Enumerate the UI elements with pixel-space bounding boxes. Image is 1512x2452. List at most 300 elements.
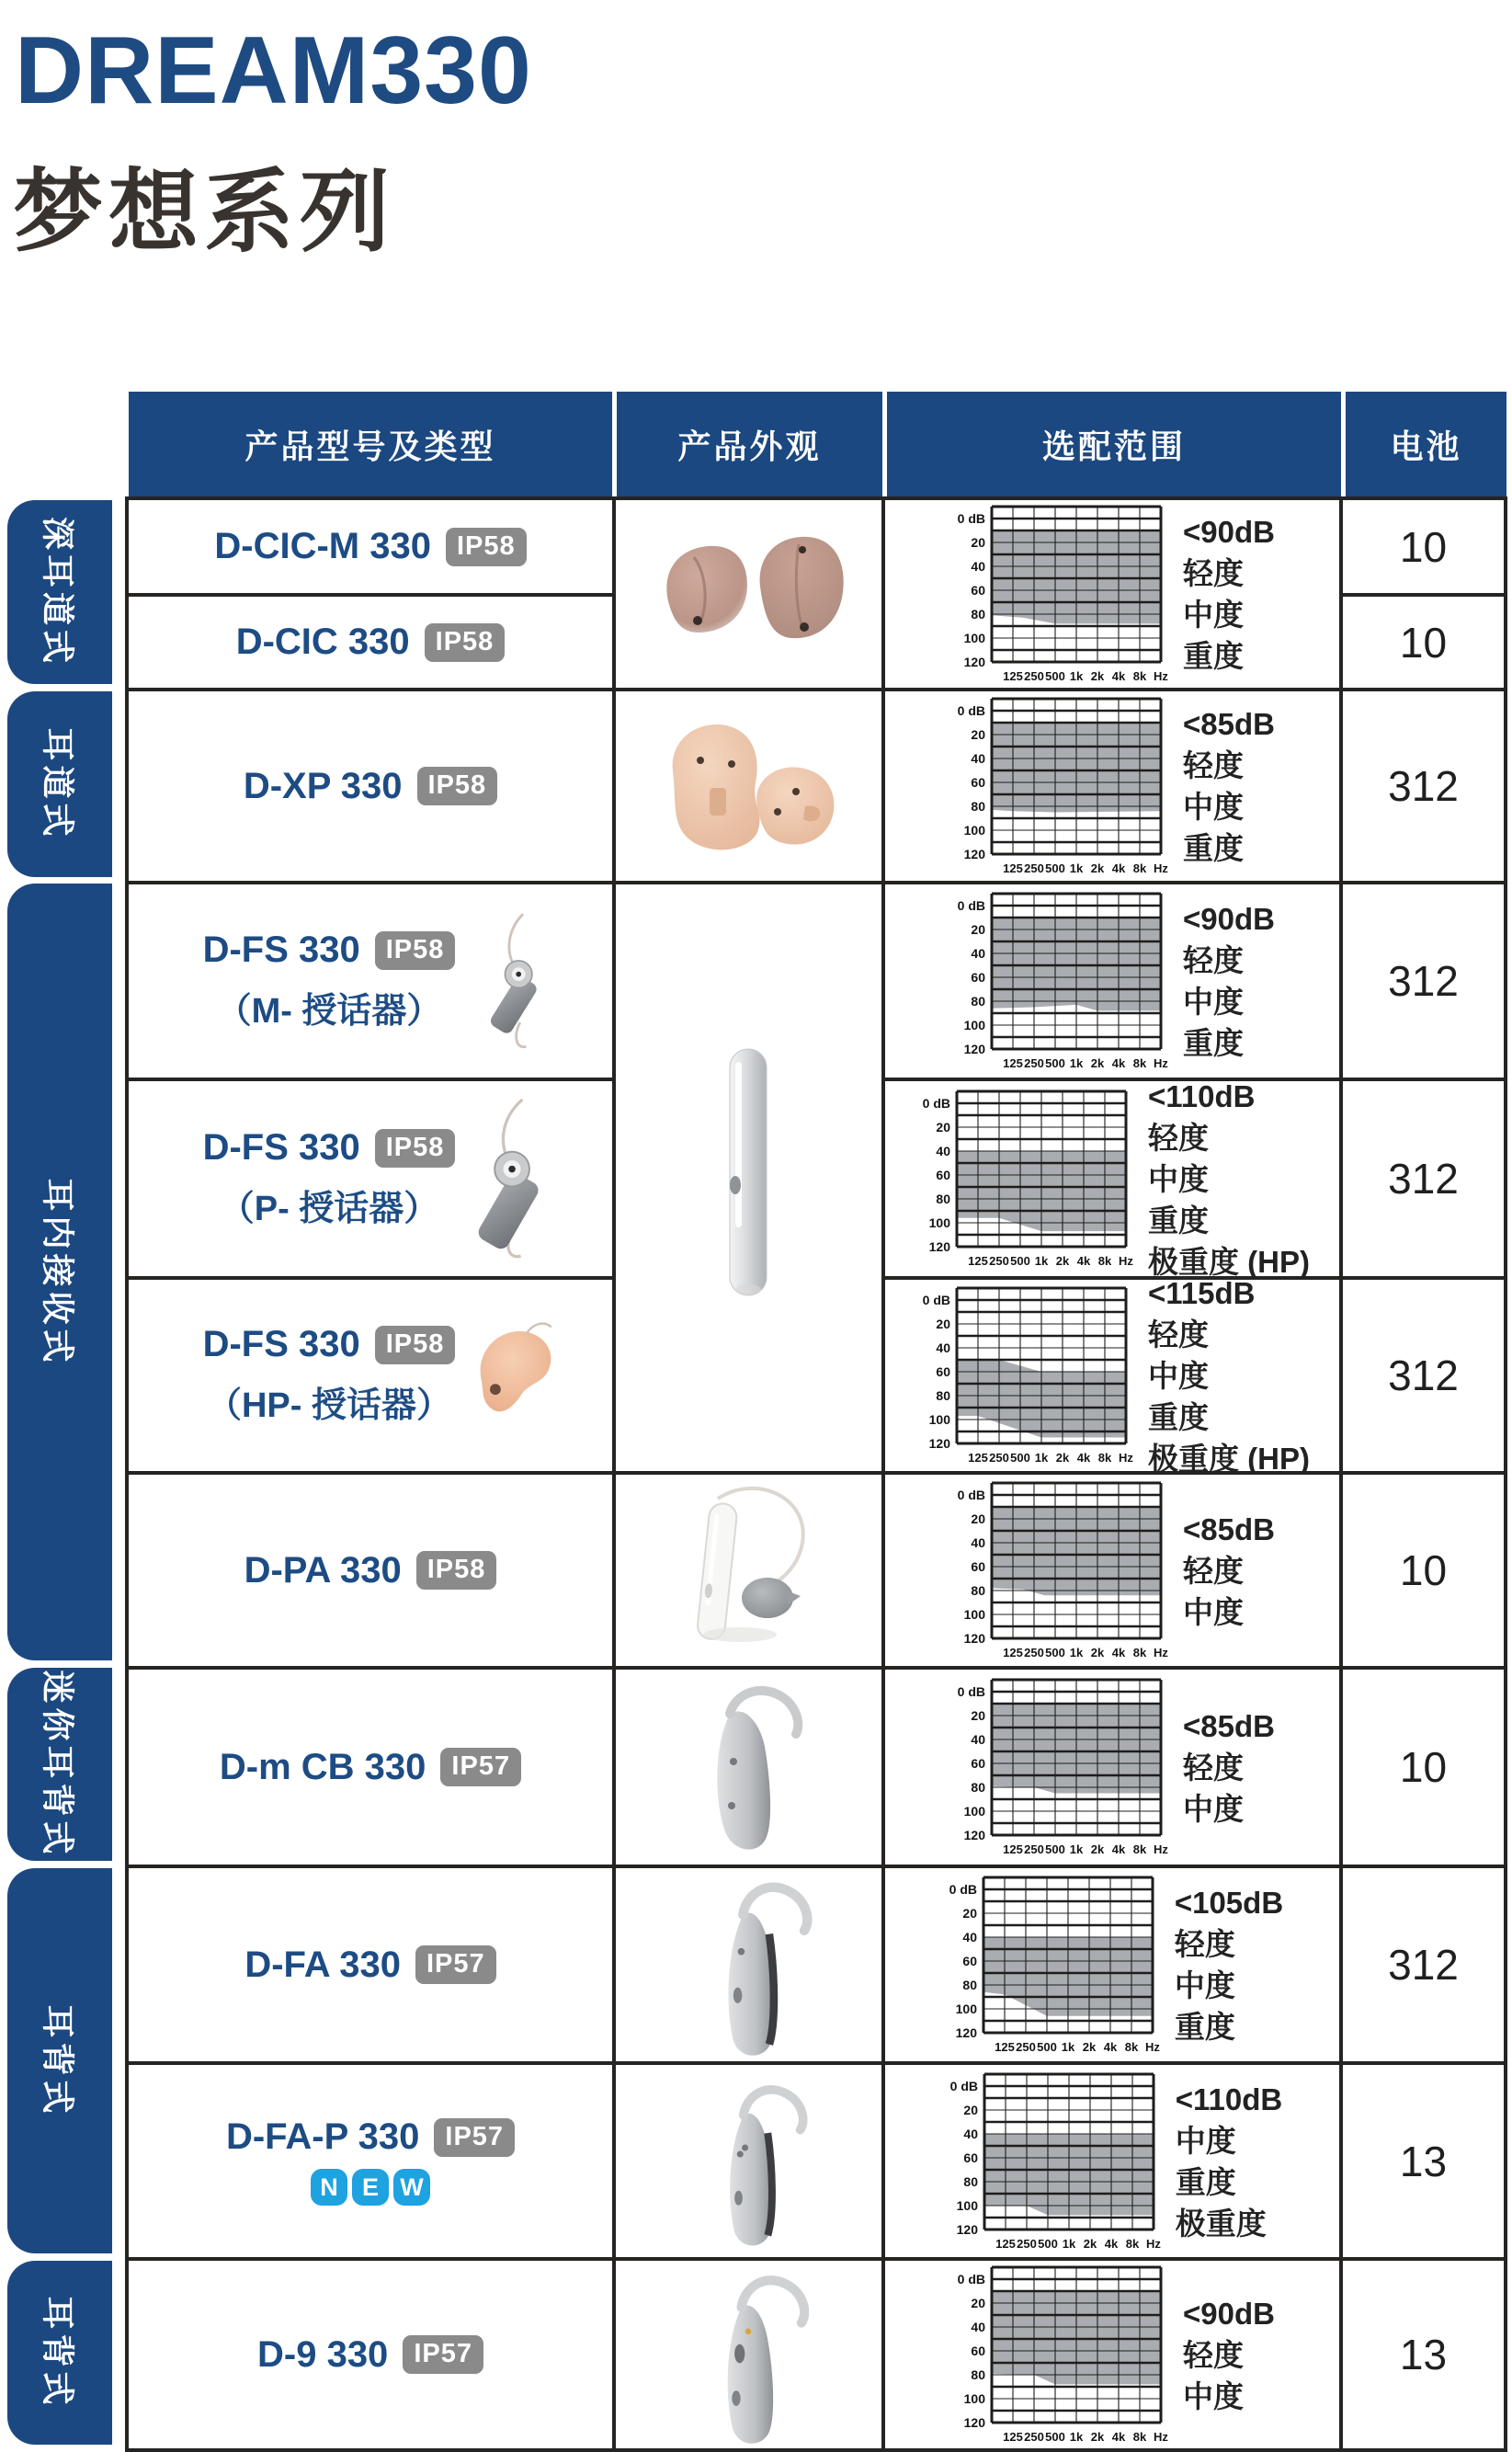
severity-label: 轻度	[1174, 1927, 1235, 1961]
svg-text:120: 120	[963, 655, 986, 669]
fitting-range-cell	[885, 500, 1339, 688]
svg-text:4k: 4k	[1111, 2430, 1126, 2444]
model-name: D-FA 330	[244, 1944, 401, 1985]
fitting-range-cell	[885, 1868, 1339, 2061]
audiogram-chart	[949, 888, 1168, 1074]
model-name: D-FA-P 330	[225, 2116, 420, 2157]
severity-label: 轻度	[1183, 556, 1245, 590]
ric-device-image	[708, 1040, 790, 1316]
svg-text:20: 20	[963, 2102, 978, 2117]
product-image-ric-device	[616, 884, 881, 1471]
svg-text:0 dB: 0 dB	[957, 1488, 986, 1502]
battery-size: 10	[1399, 1546, 1448, 1594]
battery-size: 10	[1399, 1743, 1448, 1791]
svg-text:Hz: Hz	[1145, 2236, 1161, 2251]
svg-text:40: 40	[971, 1732, 986, 1747]
svg-text:125: 125	[968, 1451, 988, 1465]
svg-text:500: 500	[1045, 2430, 1065, 2444]
table-row-model-d-xp	[129, 691, 612, 881]
svg-text:100: 100	[963, 1607, 986, 1622]
ip-rating-badge: IP58	[425, 623, 506, 662]
svg-text:80: 80	[971, 1583, 986, 1598]
svg-text:500: 500	[1045, 1646, 1065, 1659]
severity-label: 极重度 (HP)	[1148, 1441, 1310, 1476]
audiogram-chart	[949, 693, 1168, 879]
table-row-model-d-pa	[129, 1475, 612, 1666]
range-db-label: <90dB	[1183, 902, 1275, 936]
receiver-p-image	[465, 1094, 561, 1263]
svg-text:Hz: Hz	[1154, 1842, 1168, 1856]
ip-rating-badge: IP58	[375, 1326, 456, 1364]
severity-label: 重度	[1148, 1203, 1209, 1237]
ip-rating-badge: IP58	[375, 1129, 456, 1168]
header-model-type: 产品型号及类型	[129, 392, 612, 496]
svg-text:2k: 2k	[1082, 2040, 1097, 2054]
svg-text:1k: 1k	[1069, 861, 1084, 875]
svg-text:60: 60	[962, 1954, 977, 1968]
category-label: 深耳道式	[39, 516, 77, 668]
severity-label: 轻度	[1183, 748, 1245, 782]
svg-text:0 dB: 0 dB	[922, 1096, 950, 1111]
svg-text:125: 125	[994, 2040, 1015, 2054]
svg-text:4k: 4k	[1111, 669, 1126, 683]
svg-text:60: 60	[971, 1756, 986, 1771]
svg-text:20: 20	[971, 535, 986, 550]
product-image-d-9	[616, 2261, 881, 2448]
receiver-variant-label: （HP- 授话器）	[206, 1386, 451, 1425]
audiogram-chart	[949, 2262, 1168, 2447]
ip-rating-badge: IP58	[375, 931, 456, 970]
category-tab-ric	[7, 884, 112, 1660]
page-title: DREAM330	[15, 17, 532, 124]
ip-rating-badge: IP57	[403, 2335, 483, 2374]
svg-text:60: 60	[971, 583, 986, 598]
fitting-range-text	[1183, 898, 1275, 1064]
earmold-hp-image	[460, 1306, 561, 1444]
battery-size: 312	[1388, 1155, 1459, 1203]
range-db-label: <85dB	[1183, 1511, 1275, 1546]
svg-text:80: 80	[971, 607, 986, 622]
svg-text:250: 250	[1015, 2040, 1036, 2054]
svg-text:4k: 4k	[1111, 1646, 1126, 1659]
svg-text:Hz: Hz	[1154, 861, 1168, 875]
product-spec-table	[125, 496, 1507, 2452]
range-db-label: <85dB	[1183, 1708, 1275, 1743]
svg-text:120: 120	[963, 847, 986, 861]
battery-cell	[1343, 1081, 1504, 1276]
svg-text:100: 100	[963, 823, 986, 838]
svg-text:120: 120	[963, 1828, 986, 1842]
severity-label: 极重度 (HP)	[1148, 1244, 1310, 1279]
product-image-d-fa-p	[616, 2065, 881, 2257]
fitting-range-cell	[885, 1670, 1339, 1865]
svg-text:40: 40	[962, 1930, 977, 1944]
svg-text:60: 60	[936, 1168, 950, 1182]
battery-size: 10	[1399, 522, 1448, 571]
svg-text:20: 20	[971, 1511, 986, 1526]
category-label: 耳道式	[39, 727, 77, 841]
severity-label: 轻度	[1183, 1553, 1245, 1588]
svg-text:80: 80	[971, 1780, 986, 1795]
mini-bte-device-image	[671, 1677, 827, 1857]
fitting-range-cell	[885, 1275, 1339, 1476]
svg-text:20: 20	[971, 922, 986, 937]
svg-text:120: 120	[928, 1436, 950, 1451]
svg-text:0 dB: 0 dB	[957, 1684, 986, 1699]
svg-text:40: 40	[971, 559, 986, 574]
svg-text:100: 100	[955, 2002, 977, 2016]
svg-text:40: 40	[936, 1340, 950, 1355]
category-label: 耳内接收式	[39, 1177, 77, 1367]
svg-text:40: 40	[971, 2320, 986, 2334]
svg-text:125: 125	[1003, 2430, 1023, 2444]
range-db-label: <110dB	[1148, 1078, 1256, 1113]
battery-cell	[1343, 884, 1504, 1078]
svg-text:500: 500	[1045, 669, 1065, 683]
product-image-ite-pair	[616, 691, 881, 881]
svg-text:60: 60	[971, 1559, 986, 1574]
svg-text:120: 120	[955, 2025, 977, 2040]
ip-rating-badge: IP58	[417, 767, 498, 805]
svg-text:60: 60	[971, 775, 986, 790]
table-header	[125, 392, 1510, 496]
category-tab-deep-canal	[7, 500, 112, 684]
svg-text:8k: 8k	[1132, 2430, 1147, 2444]
svg-text:250: 250	[1024, 1842, 1044, 1856]
category-label: 迷你耳背式	[39, 1670, 77, 1859]
category-tab-bte-2	[7, 2261, 112, 2445]
range-db-label: <110dB	[1175, 2081, 1283, 2116]
svg-text:100: 100	[963, 1018, 986, 1032]
svg-text:40: 40	[936, 1144, 950, 1158]
svg-text:20: 20	[936, 1120, 950, 1135]
svg-text:8k: 8k	[1125, 2236, 1139, 2251]
severity-label: 轻度	[1183, 1750, 1245, 1785]
product-image-cic-pair	[616, 500, 881, 688]
audiogram-chart	[941, 1872, 1160, 2058]
fitting-range-text	[1148, 1076, 1310, 1283]
svg-text:20: 20	[971, 2296, 986, 2310]
audiogram-chart	[949, 1674, 1168, 1860]
svg-text:Hz: Hz	[1119, 1254, 1133, 1268]
battery-size: 10	[1399, 618, 1448, 667]
svg-text:500: 500	[1036, 2040, 1057, 2054]
battery-cell	[1343, 1475, 1504, 1666]
severity-label: 重度	[1174, 2010, 1235, 2044]
ip-rating-badge: IP58	[416, 1551, 497, 1590]
fitting-range-text	[1148, 1272, 1310, 1479]
svg-text:4k: 4k	[1111, 861, 1126, 875]
product-image-d-fa	[616, 1868, 881, 2061]
svg-text:0 dB: 0 dB	[922, 1293, 950, 1307]
product-image-d-pa	[616, 1475, 881, 1666]
svg-text:4k: 4k	[1111, 1842, 1126, 1856]
svg-text:2k: 2k	[1090, 1842, 1105, 1856]
table-row-model-d-fs-p	[129, 1081, 612, 1276]
model-name: D-FS 330	[202, 1127, 360, 1168]
svg-text:250: 250	[1024, 2430, 1044, 2444]
svg-text:Hz: Hz	[1119, 1451, 1133, 1465]
model-name: D-CIC 330	[235, 622, 410, 662]
model-name: D-9 330	[257, 2333, 389, 2375]
severity-label: 重度	[1183, 639, 1245, 673]
ip-rating-badge: IP57	[415, 1945, 496, 1984]
svg-text:80: 80	[971, 799, 986, 814]
svg-text:8k: 8k	[1132, 1056, 1147, 1070]
severity-label: 中度	[1148, 1358, 1209, 1393]
severity-label: 重度	[1148, 1399, 1209, 1434]
severity-label: 中度	[1183, 790, 1245, 824]
svg-text:500: 500	[1010, 1451, 1030, 1465]
receiver-variant-label: （M- 授话器）	[216, 992, 442, 1031]
svg-text:80: 80	[971, 994, 986, 1009]
svg-text:100: 100	[963, 1804, 986, 1819]
svg-text:250: 250	[1024, 1056, 1044, 1070]
table-row-model-d-fs-hp	[129, 1280, 612, 1471]
svg-text:2k: 2k	[1083, 2236, 1097, 2251]
svg-text:100: 100	[928, 1215, 950, 1230]
svg-text:125: 125	[995, 2236, 1016, 2251]
battery-size: 13	[1399, 2331, 1448, 2378]
battery-size: 13	[1399, 2137, 1448, 2185]
severity-label: 中度	[1183, 1791, 1245, 1826]
audiogram-chart	[942, 2069, 1161, 2254]
svg-text:500: 500	[1045, 1056, 1065, 1070]
white-ric-device-image	[639, 1480, 859, 1660]
svg-text:120: 120	[963, 1631, 986, 1646]
audiogram-chart	[949, 1477, 1168, 1663]
svg-text:8k: 8k	[1132, 1646, 1147, 1659]
svg-text:8k: 8k	[1124, 2040, 1139, 2054]
svg-text:60: 60	[936, 1364, 950, 1379]
battery-size: 312	[1388, 1351, 1459, 1399]
svg-text:0 dB: 0 dB	[957, 511, 986, 526]
fitting-range-text	[1176, 2079, 1283, 2244]
svg-text:1k: 1k	[1069, 669, 1084, 683]
svg-text:40: 40	[971, 751, 986, 766]
svg-text:20: 20	[962, 1906, 977, 1921]
svg-text:8k: 8k	[1097, 1254, 1112, 1268]
range-db-label: <90dB	[1183, 515, 1275, 549]
severity-label: 重度	[1183, 1026, 1245, 1060]
svg-text:125: 125	[1003, 1842, 1023, 1856]
svg-text:100: 100	[963, 631, 986, 645]
svg-text:0 dB: 0 dB	[957, 2272, 986, 2287]
fitting-range-text	[1183, 1705, 1275, 1830]
svg-text:80: 80	[936, 1192, 950, 1206]
svg-text:1k: 1k	[1061, 2040, 1075, 2054]
fitting-range-cell	[885, 2065, 1339, 2257]
svg-text:40: 40	[971, 1535, 986, 1550]
table-row-model-d-9	[129, 2261, 612, 2448]
new-badge-letter: W	[393, 2169, 430, 2206]
svg-text:80: 80	[962, 1978, 977, 1992]
fitting-range-cell	[885, 1475, 1339, 1666]
svg-text:250: 250	[1024, 1646, 1044, 1659]
svg-text:250: 250	[989, 1451, 1009, 1465]
receiver-m-image	[478, 907, 561, 1055]
svg-text:8k: 8k	[1097, 1451, 1112, 1465]
svg-text:4k: 4k	[1076, 1451, 1091, 1465]
severity-label: 重度	[1183, 831, 1245, 865]
svg-text:1k: 1k	[1034, 1254, 1049, 1268]
fitting-range-text	[1183, 1509, 1275, 1633]
battery-cell	[1343, 1868, 1504, 2061]
severity-label: 轻度	[1148, 1120, 1209, 1155]
battery-size: 312	[1388, 762, 1459, 810]
svg-text:20: 20	[971, 1708, 986, 1723]
svg-text:4k: 4k	[1076, 1254, 1091, 1268]
svg-text:Hz: Hz	[1144, 2040, 1160, 2054]
svg-text:120: 120	[963, 1042, 986, 1056]
table-row-model-d-m-cb	[129, 1670, 612, 1865]
receiver-variant-label: （P- 授话器）	[219, 1190, 439, 1228]
svg-text:500: 500	[1010, 1254, 1030, 1268]
model-name: D-m CB 330	[219, 1746, 426, 1787]
fitting-range-cell	[885, 884, 1339, 1078]
header-fitting-range: 选配范围	[887, 392, 1341, 496]
svg-text:80: 80	[971, 2367, 986, 2382]
fitting-range-cell	[885, 691, 1339, 881]
svg-text:0 dB: 0 dB	[949, 2078, 978, 2093]
svg-text:120: 120	[956, 2221, 978, 2237]
battery-cell	[1343, 500, 1504, 593]
bte-device-image	[671, 1873, 827, 2057]
category-label: 耳背式	[39, 2296, 77, 2410]
audiogram-chart	[915, 1283, 1133, 1468]
table-row-model-d-cic	[129, 597, 612, 688]
svg-text:1k: 1k	[1069, 2430, 1084, 2444]
ip-rating-badge: IP58	[446, 528, 527, 566]
fitting-range-cell	[885, 2261, 1339, 2448]
svg-text:125: 125	[1003, 861, 1023, 875]
battery-cell	[1343, 1670, 1504, 1865]
svg-text:0 dB: 0 dB	[957, 898, 986, 913]
svg-text:120: 120	[963, 2415, 986, 2430]
svg-text:250: 250	[989, 1254, 1009, 1268]
svg-text:2k: 2k	[1090, 861, 1105, 875]
bte-device-image	[676, 2264, 823, 2445]
table-row-model-d-cic-m	[129, 500, 612, 593]
svg-text:125: 125	[968, 1254, 988, 1268]
severity-label: 轻度	[1148, 1317, 1209, 1351]
svg-text:1k: 1k	[1034, 1451, 1049, 1465]
severity-label: 极重度	[1175, 2206, 1267, 2241]
svg-text:1k: 1k	[1069, 1056, 1084, 1070]
fitting-range-text	[1183, 703, 1275, 869]
audiogram-chart	[949, 501, 1168, 687]
table-row-model-d-fa	[129, 1868, 612, 2061]
ip-rating-badge: IP57	[434, 2118, 515, 2157]
new-product-badge	[311, 2169, 430, 2206]
svg-text:60: 60	[971, 970, 986, 985]
fitting-range-text	[1183, 2293, 1275, 2417]
svg-text:Hz: Hz	[1154, 1056, 1168, 1070]
svg-text:1k: 1k	[1069, 1842, 1084, 1856]
product-image-d-m-cb	[616, 1670, 881, 1865]
model-name: D-CIC-M 330	[214, 526, 431, 566]
category-tab-bte	[7, 1868, 112, 2253]
ite-hearing-aids-image	[643, 703, 855, 869]
severity-label: 中度	[1183, 1594, 1245, 1629]
svg-text:2k: 2k	[1090, 2430, 1105, 2444]
cic-hearing-aids-image	[641, 511, 858, 677]
category-label: 耳背式	[39, 2003, 77, 2118]
svg-text:1k: 1k	[1062, 2236, 1075, 2251]
svg-text:2k: 2k	[1090, 1056, 1105, 1070]
svg-text:40: 40	[963, 2126, 978, 2141]
svg-text:20: 20	[971, 727, 986, 742]
category-tab-mini-bte	[7, 1668, 112, 1861]
svg-text:8k: 8k	[1132, 669, 1147, 683]
svg-text:120: 120	[928, 1239, 950, 1254]
svg-text:8k: 8k	[1132, 1842, 1147, 1856]
svg-text:125: 125	[1003, 1056, 1023, 1070]
svg-text:500: 500	[1037, 2236, 1058, 2251]
severity-label: 轻度	[1183, 2337, 1245, 2372]
svg-text:4k: 4k	[1104, 2236, 1118, 2251]
battery-cell	[1343, 2065, 1504, 2257]
svg-text:4k: 4k	[1103, 2040, 1118, 2054]
svg-text:500: 500	[1045, 861, 1065, 875]
model-name: D-FS 330	[202, 929, 360, 970]
bte-device-image	[680, 2070, 818, 2253]
severity-label: 中度	[1183, 598, 1245, 632]
new-badge-letter: N	[311, 2169, 347, 2206]
svg-text:1k: 1k	[1069, 1646, 1084, 1659]
battery-cell	[1343, 1280, 1504, 1471]
ip-rating-badge: IP57	[440, 1748, 521, 1786]
svg-text:Hz: Hz	[1154, 1646, 1168, 1659]
svg-text:Hz: Hz	[1154, 669, 1168, 683]
battery-size: 312	[1388, 1941, 1459, 1989]
table-row-model-d-fs-m	[129, 884, 612, 1078]
severity-label: 轻度	[1183, 943, 1245, 977]
svg-text:2k: 2k	[1090, 1646, 1105, 1659]
fitting-range-cell	[885, 1078, 1339, 1279]
severity-label: 中度	[1175, 2123, 1236, 2158]
range-db-label: <90dB	[1183, 2296, 1275, 2331]
battery-size: 312	[1388, 957, 1459, 1005]
fitting-range-text	[1183, 511, 1275, 677]
battery-cell	[1343, 597, 1504, 688]
svg-text:60: 60	[963, 2150, 978, 2165]
model-name: D-FS 330	[202, 1324, 360, 1364]
svg-text:Hz: Hz	[1154, 2430, 1168, 2444]
svg-text:60: 60	[971, 2344, 986, 2358]
svg-text:100: 100	[928, 1412, 950, 1427]
svg-text:40: 40	[971, 946, 986, 961]
svg-text:20: 20	[936, 1317, 950, 1331]
svg-text:125: 125	[1003, 669, 1023, 683]
header-appearance: 产品外观	[617, 392, 882, 496]
svg-text:100: 100	[963, 2391, 986, 2406]
svg-text:2k: 2k	[1090, 669, 1105, 683]
svg-text:500: 500	[1045, 1842, 1065, 1856]
svg-text:2k: 2k	[1055, 1451, 1070, 1465]
svg-text:80: 80	[936, 1388, 950, 1403]
header-battery: 电池	[1346, 392, 1506, 496]
severity-label: 中度	[1148, 1161, 1209, 1196]
severity-label: 中度	[1174, 1968, 1235, 2002]
svg-text:250: 250	[1016, 2236, 1037, 2251]
category-tab-canal	[7, 691, 112, 877]
audiogram-chart	[915, 1086, 1133, 1272]
fitting-range-text	[1175, 1882, 1283, 2047]
range-db-label: <115dB	[1148, 1275, 1256, 1310]
svg-text:250: 250	[1024, 861, 1044, 875]
svg-text:2k: 2k	[1055, 1254, 1070, 1268]
